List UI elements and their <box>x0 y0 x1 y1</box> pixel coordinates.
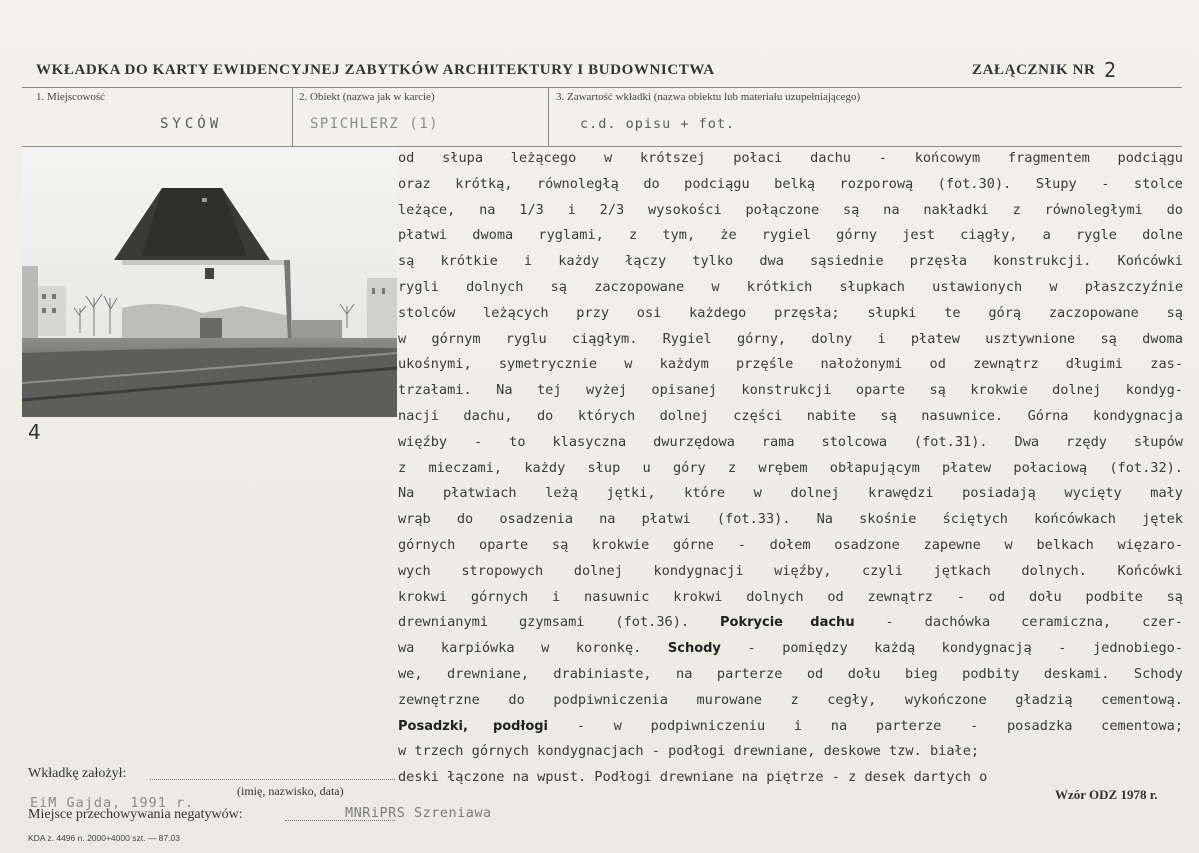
text-line: Na płatwiach leżą jętki, które w dolnej krawędzi posiadają wycięty mały <box>398 485 1183 502</box>
founder-label: Wkładkę założył: <box>28 766 127 781</box>
text-line: we, drewniane, drabiniaste, na parterze od dołu bieg podbity deskami. Schody <box>398 665 1183 682</box>
text-fragment: w podpiwniczeniu i na parterze - posadzka cementowa; <box>613 717 1184 734</box>
text-line: stolców leżących przy osi każdego przęsła; słupki te górą zaczopowane są <box>398 304 1183 321</box>
text-line: płatwi dwoma ryglami, z tym, że rygiel górny jest ciągły, a rygle dolne <box>398 227 1183 244</box>
text-fragment: wa karpiówka w koronkę. <box>398 640 642 657</box>
text-line-stairs <box>398 636 1183 662</box>
text-line: wych stropowych dolnej kondygnacji więźby, czyli jętkach dolnych. Końcówki <box>398 562 1183 579</box>
text-line: deski łączone na wpust. Podłogi drewniane na piętrze - z desek dartych o <box>398 769 988 786</box>
text-line: nacji dachu, do których dolnej części nabite są nasuwnice. Górna kondygnacja <box>398 407 1183 424</box>
field-divider-2 <box>548 88 549 146</box>
roof-text: - dachówka ceramiczna, czer- <box>885 614 1183 631</box>
text-line: z mieczami, każdy słup u góry z wrębem obłapującym płatew połaciową (fot.32). <box>398 459 1183 476</box>
template-version: Wzór ODZ 1978 r. <box>1055 787 1158 802</box>
text-line: od słupa leżącego w krótszej połaci dachu - końcowym fragmentem podciągu <box>398 150 1183 166</box>
floors-dash: - <box>576 717 585 734</box>
annex-label: ZAŁĄCZNIK NR <box>972 62 1096 78</box>
stairs-text: - pomiędzy każdą kondygnacją - jednobiego- <box>747 640 1183 657</box>
text-line-floors <box>398 714 1183 740</box>
text-line: krokwi górnych i nasuwnic krokwi dolnych od zewnątrz - od dołu podbite są <box>398 588 1183 605</box>
text-line-roof <box>398 610 1183 636</box>
storage-value: MNRiPRS Szreniawa <box>345 805 492 821</box>
annex-number: 2 <box>1104 58 1117 82</box>
granary-photo <box>22 148 397 417</box>
text-line: w górnym ryglu ciągłym. Rygiel górny, dolny i płatew usztywnione są dwoma <box>398 330 1183 347</box>
object-value: SPICHLERZ (1) <box>310 116 440 132</box>
locality-label: 1. Miejscowość <box>36 91 106 103</box>
founder-dotted-line <box>150 779 395 780</box>
founder-value: EiM Gajda, 1991 r. <box>30 795 195 811</box>
founder-hint: (imię, nazwisko, data) <box>237 784 344 798</box>
description-text <box>398 146 1183 791</box>
card-title: WKŁADKA DO KARTY EWIDENCYJNEJ ZABYTKÓW ARCHITEKTURY I BUDOWNICTWA <box>36 62 715 78</box>
text-line: górnych oparte są krokwie górne - dołem osadzone zapewne w belkach więzaro- <box>398 536 1183 553</box>
roof-heading: Pokrycie dachu <box>720 615 855 631</box>
text-line: ukośnymi, symetrycznie w każdym przęśle nałożonymi od zewnątrz długimi zas- <box>398 356 1183 373</box>
field-divider-1 <box>292 88 293 146</box>
photo-number: 4 <box>28 420 41 444</box>
storage-label: Miejsce przechowywania negatywów: <box>28 807 243 822</box>
header-rule <box>22 87 1182 88</box>
object-label: 2. Obiekt (nazwa jak w karcie) <box>299 91 435 103</box>
stairs-heading: Schody <box>667 641 721 657</box>
text-line: są krótkie i każdy łączy tylko dwa sąsiednie przęsła konstrukcji. Końcówki <box>398 253 1183 270</box>
contents-label: 3. Zawartość wkładki (nazwa obiektu lub materiału uzupełniającego) <box>556 91 861 103</box>
text-line: w trzech górnych kondygnacjach - podłogi drewniane, deskowe tzw. białe; <box>398 743 980 760</box>
text-line: więźby - to klasyczna dwurzędowa rama stolcowa (fot.31). Dwa rzędy słupów <box>398 433 1183 450</box>
floors-heading: Posadzki, podłogi <box>398 718 549 734</box>
text-line: zewnętrzne do podpiwniczenia murowane z cegły, wykończone gładzią cementową. <box>398 691 1183 708</box>
text-line: wrąb do osadzenia na płatwi (fot.33). Na skośnie ściętych końcówkach jętek <box>398 511 1183 528</box>
print-info: KDA z. 4496 n. 2000+4000 szt. — 87.03 <box>28 833 180 843</box>
text-line: trzałami. Na tej wyżej opisanej konstrukcji oparte są krokwie dolnej kondyg- <box>398 382 1183 399</box>
text-line: oraz krótką, równoległą do podciągu belką rozporową (fot.30). Słupy - stolce <box>398 175 1183 192</box>
text-fragment: drewnianymi gzymsami (fot.36). <box>398 614 690 631</box>
locality-value: SYCÓW <box>160 116 223 132</box>
text-line: leżące, na 1/3 i 2/3 wysokości połączone są na nakładki z równoległymi do <box>398 201 1183 218</box>
text-line: rygli dolnych są zaczopowane w krótkich słupkach ustawionych w płaszczyźnie <box>398 278 1183 295</box>
contents-value: c.d. opisu + fot. <box>580 116 736 132</box>
